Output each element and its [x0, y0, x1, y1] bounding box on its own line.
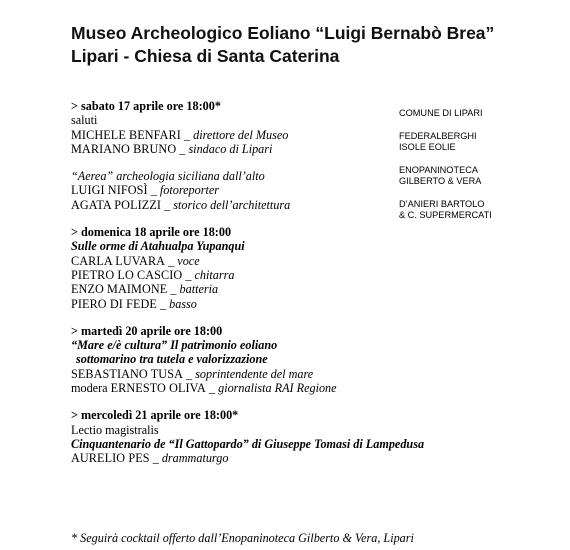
- performer-name: CARLA LUVARA: [71, 253, 166, 268]
- speaker-role: sindaco di Lipari: [188, 141, 273, 156]
- sponsor-item: [399, 131, 559, 154]
- speaker-role: drammaturgo: [161, 451, 229, 466]
- performer-line: [71, 254, 391, 268]
- header: [71, 22, 551, 68]
- separator: _: [183, 366, 196, 381]
- moderator-name: ERNESTO OLIVA: [110, 381, 206, 396]
- speaker-name: AURELIO PES: [71, 451, 150, 466]
- museum-title: Museo Archeologico Eoliano “Luigi Bernabò Brea”: [71, 23, 495, 43]
- performer-role: voce: [177, 253, 200, 268]
- performer-line: [71, 268, 391, 282]
- separator: _: [165, 253, 178, 268]
- speaker-name: SEBASTIANO TUSA: [71, 366, 183, 381]
- separator: _: [176, 141, 189, 156]
- sponsor-line: & C. SUPERMERCATI: [399, 210, 492, 220]
- sponsor-item: [399, 165, 559, 188]
- speaker-role: direttore del Museo: [193, 127, 289, 142]
- event-title: Sulle orme di Atahualpa Yupanqui: [71, 239, 245, 254]
- event-martedi: [71, 324, 391, 395]
- speaker-line: [71, 142, 391, 156]
- speaker-name: MICHELE BENFARI: [71, 127, 181, 142]
- talk-title: [71, 169, 391, 183]
- event-date: > mercoledì 21 aprile ore 18:00*: [71, 408, 239, 423]
- sponsor-line: FEDERALBERGHI: [399, 130, 477, 141]
- sponsor-line: GILBERTO & VERA: [399, 176, 482, 186]
- talk-quote: “Aerea”: [71, 169, 114, 184]
- event-intro: Lectio magistralis: [71, 422, 159, 437]
- event-title-line2: sottomarino tra tutela e valorizzazione: [76, 352, 268, 367]
- speaker-name: MARIANO BRUNO: [71, 141, 177, 156]
- sponsor-item: [399, 199, 559, 222]
- event-title: [71, 436, 425, 451]
- separator: _: [205, 381, 219, 396]
- performer-name: ENZO MAIMONE: [71, 282, 168, 297]
- event-sabato: [71, 99, 391, 212]
- performer-line: [71, 282, 391, 296]
- performer-line: [71, 297, 391, 311]
- event-date: > martedì 20 aprile ore 18:00: [71, 323, 223, 338]
- event-title-part2: di Giuseppe Tomasi di Lampedusa: [248, 436, 425, 451]
- venue-subtitle: Lipari - Chiesa di Santa Caterina: [71, 46, 340, 66]
- guest-role: fotoreporter: [159, 183, 220, 198]
- performer-name: PIETRO LO CASCIO: [71, 267, 183, 282]
- sponsor-list: [399, 108, 559, 233]
- performer-role: chitarra: [194, 267, 235, 282]
- event-title-line1: “Mare e/è cultura” Il patrimonio eoliano: [71, 338, 278, 353]
- guest-line: [71, 183, 391, 197]
- separator: _: [156, 296, 170, 311]
- performer-role: basso: [169, 296, 197, 311]
- program-list: [71, 99, 425, 479]
- separator: _: [167, 282, 180, 297]
- sponsor-line: COMUNE DI LIPARI: [399, 108, 483, 118]
- separator: _: [182, 267, 195, 282]
- event-domenica: [71, 225, 391, 311]
- guest-name: LUIGI NIFOSÌ: [71, 183, 148, 198]
- guest-role: storico dell’architettura: [173, 197, 291, 212]
- sponsor-item: [399, 108, 559, 120]
- moderator-prefix: modera: [71, 381, 111, 396]
- event-mercoledi: [71, 408, 425, 466]
- speaker-line: [71, 128, 391, 142]
- performer-name: PIERO DI FEDE: [71, 296, 157, 311]
- moderator-line: [71, 381, 391, 395]
- event-date: > sabato 17 aprile ore 18:00*: [71, 99, 221, 113]
- moderator-role: giornalista RAI Regione: [218, 381, 337, 396]
- speaker-line: [71, 367, 391, 381]
- guest-line: [71, 198, 391, 212]
- separator: _: [180, 127, 194, 142]
- separator: _: [161, 197, 174, 212]
- speaker-line: [71, 451, 391, 465]
- separator: _: [147, 183, 160, 198]
- footnote: * Seguirà cocktail offerto dall’Enopaninoteca Gilberto & Vera, Lipari: [71, 531, 414, 545]
- speaker-role: soprintendente del mare: [195, 366, 314, 381]
- talk-title-rest: archeologia siciliana dall’alto: [113, 169, 265, 184]
- performer-role: batteria: [179, 282, 219, 297]
- event-title-part1: Cinquantenario de “Il Gattopardo”: [71, 436, 249, 451]
- event-intro: saluti: [71, 113, 98, 128]
- sponsor-line: ENOPANINOTECA: [399, 164, 478, 175]
- sponsor-line: ISOLE EOLIE: [399, 142, 456, 152]
- event-date: > domenica 18 aprile ore 18:00: [71, 225, 232, 240]
- guest-name: AGATA POLIZZI: [71, 197, 162, 212]
- separator: _: [149, 451, 162, 466]
- sponsor-line: D’ANIERI BARTOLO: [399, 198, 485, 209]
